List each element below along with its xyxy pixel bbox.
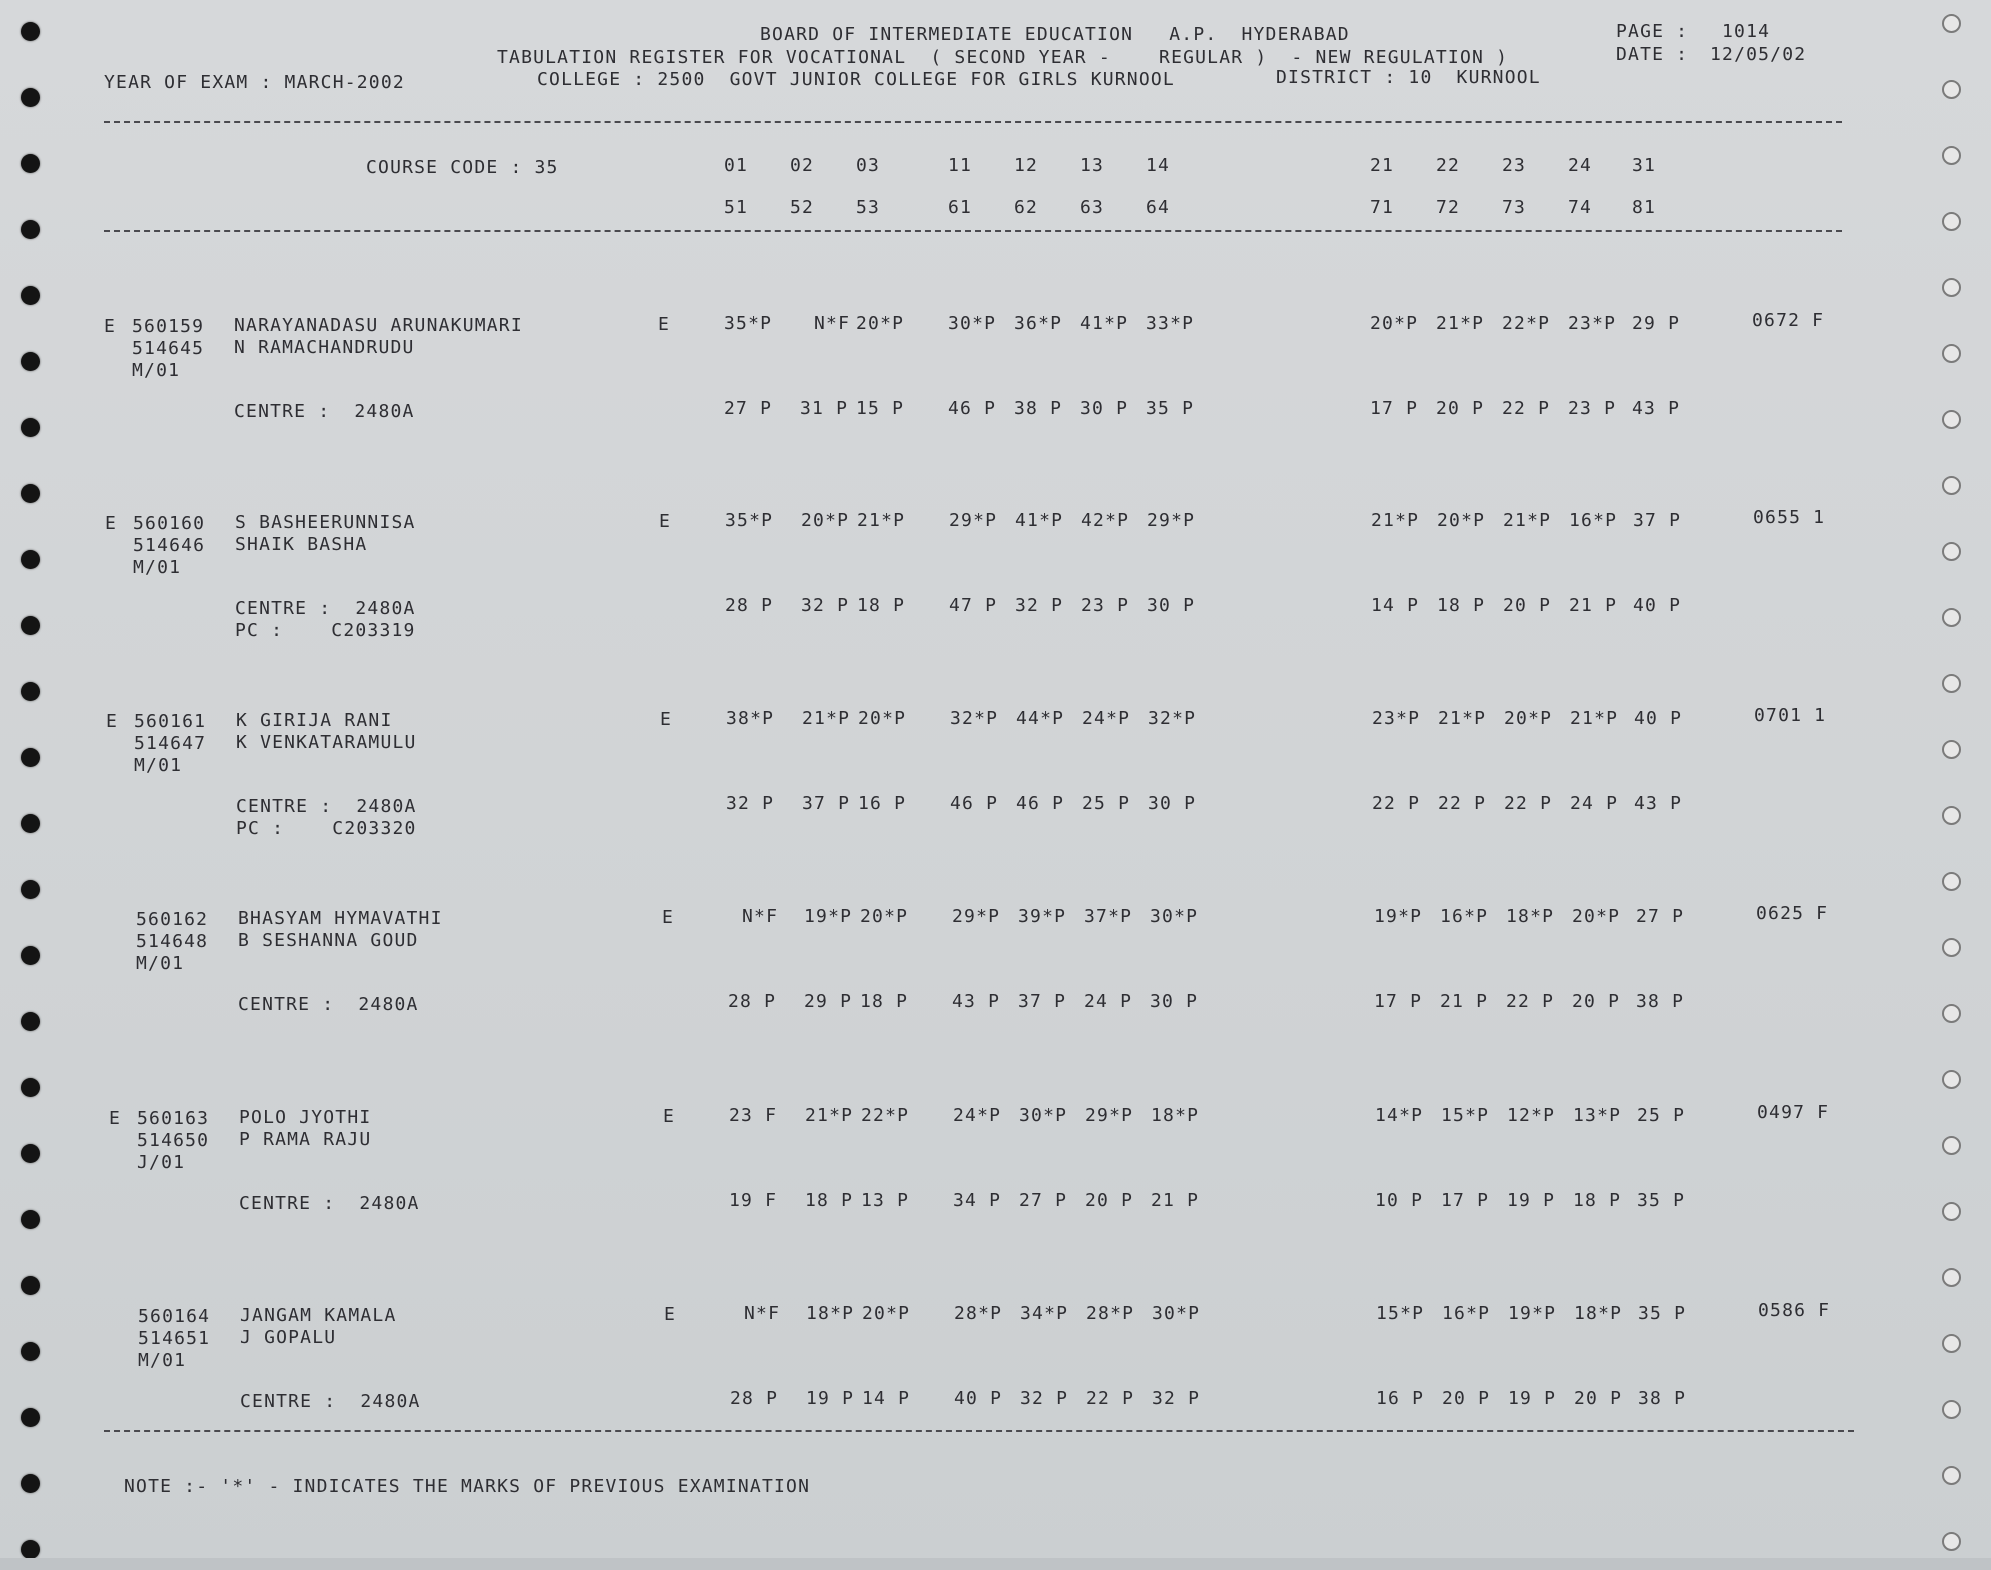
mark-previous: 19 P — [806, 1388, 855, 1409]
mark-previous: 19 P — [1507, 1190, 1556, 1211]
candidate-name: K GIRIJA RANI — [236, 710, 393, 731]
roll-number: 560159 — [132, 316, 205, 337]
mark-previous: 22 P — [1506, 991, 1555, 1012]
subject-code: 14 — [1146, 155, 1171, 176]
roll-number: 560161 — [134, 711, 207, 732]
parent-name: SHAIK BASHA — [235, 534, 368, 555]
roll-number: 560160 — [133, 513, 206, 534]
subject-code: 03 — [856, 155, 881, 176]
feed-hole — [1942, 344, 1961, 363]
feed-hole — [1942, 212, 1961, 231]
mark-previous: 20 P — [1503, 595, 1552, 616]
mark-previous: 13 P — [861, 1190, 910, 1211]
feed-hole — [1942, 608, 1961, 627]
mark-current: 19*P — [804, 906, 853, 927]
mark-previous: 30 P — [1148, 793, 1197, 814]
subject-code: 63 — [1080, 197, 1105, 218]
feed-hole — [21, 1144, 40, 1163]
mark-previous: 47 P — [949, 595, 998, 616]
registration-number: 514647 — [134, 733, 207, 754]
subject-code: 01 — [724, 155, 749, 176]
mark-current: 21*P — [1438, 708, 1487, 729]
year-of-exam: YEAR OF EXAM : MARCH-2002 — [104, 72, 405, 93]
mark-previous: 32 P — [1015, 595, 1064, 616]
feed-hole — [1942, 476, 1961, 495]
parent-name: P RAMA RAJU — [239, 1129, 372, 1150]
mark-current: 24*P — [953, 1105, 1002, 1126]
page-label: PAGE : — [1616, 21, 1689, 42]
feed-hole — [21, 1474, 40, 1493]
mark-previous: 16 P — [1376, 1388, 1425, 1409]
mark-current: 44*P — [1016, 708, 1065, 729]
mark-previous: 22 P — [1086, 1388, 1135, 1409]
mark-previous: 38 P — [1636, 991, 1685, 1012]
feed-hole — [21, 154, 40, 173]
feed-hole — [1942, 1532, 1961, 1551]
feed-hole — [21, 550, 40, 569]
mark-previous: 38 P — [1638, 1388, 1687, 1409]
mark-current: 29*P — [1085, 1105, 1134, 1126]
mark-previous: 43 P — [952, 991, 1001, 1012]
feed-hole — [21, 682, 40, 701]
registration-number: 514648 — [136, 931, 209, 952]
mark-previous: 31 P — [800, 398, 849, 419]
candidate-name: JANGAM KAMALA — [240, 1305, 397, 1326]
parent-name: N RAMACHANDRUDU — [234, 337, 415, 358]
group-code: M/01 — [138, 1350, 187, 1371]
subject-code: 23 — [1502, 155, 1527, 176]
subject-code: 62 — [1014, 197, 1039, 218]
centre-code: CENTRE : 2480A — [234, 401, 415, 422]
subject-code: 13 — [1080, 155, 1105, 176]
mark-current: 39*P — [1018, 906, 1067, 927]
mark-current: 19*P — [1508, 1303, 1557, 1324]
feed-hole — [1942, 1466, 1961, 1485]
mark-previous: 22 P — [1504, 793, 1553, 814]
subject-code: 21 — [1370, 155, 1395, 176]
feed-hole — [21, 286, 40, 305]
subject-code: 51 — [724, 197, 749, 218]
register-title: TABULATION REGISTER FOR VOCATIONAL ( SECOND YEAR - REGULAR ) - NEW REGULATION ) — [497, 47, 1509, 68]
mark-previous: 28 P — [730, 1388, 779, 1409]
feed-hole — [21, 484, 40, 503]
grand-total-result: 0586 F — [1758, 1300, 1831, 1321]
mark-current: 34*P — [1020, 1303, 1069, 1324]
medium: E — [663, 1106, 676, 1127]
mark-previous: 16 P — [858, 793, 907, 814]
mark-previous: 21 P — [1569, 595, 1618, 616]
feed-hole — [1942, 740, 1961, 759]
medium: E — [662, 907, 675, 928]
mark-current: 14*P — [1375, 1105, 1424, 1126]
feed-hole — [21, 1012, 40, 1031]
candidate-name: POLO JYOTHI — [239, 1107, 372, 1128]
mark-current: 21*P — [857, 510, 906, 531]
group-code: J/01 — [137, 1152, 186, 1173]
mark-current: 15*P — [1441, 1105, 1490, 1126]
mark-current: 20*P — [801, 510, 850, 531]
feed-hole — [21, 946, 40, 965]
feed-hole — [1942, 1268, 1961, 1287]
group-code: M/01 — [134, 755, 183, 776]
mark-previous: 37 P — [802, 793, 851, 814]
mark-current: 24*P — [1082, 708, 1131, 729]
mark-current: 18*P — [1506, 906, 1555, 927]
feed-hole — [21, 814, 40, 833]
district: DISTRICT : 10 KURNOOL — [1276, 67, 1541, 88]
mark-current: 20*P — [1504, 708, 1553, 729]
mark-current: 40 P — [1634, 708, 1683, 729]
feed-hole — [21, 220, 40, 239]
mark-previous: 43 P — [1632, 398, 1681, 419]
mark-previous: 20 P — [1574, 1388, 1623, 1409]
mark-previous: 32 P — [726, 793, 775, 814]
mark-current: 21*P — [1436, 313, 1485, 334]
feed-hole — [1942, 674, 1961, 693]
mark-current: 36*P — [1014, 313, 1063, 334]
mark-previous: 46 P — [950, 793, 999, 814]
feed-hole — [21, 1078, 40, 1097]
mark-previous: 30 P — [1147, 595, 1196, 616]
centre-code: CENTRE : 2480A — [239, 1193, 420, 1214]
feed-hole — [21, 88, 40, 107]
mark-previous: 29 P — [804, 991, 853, 1012]
mark-current: 35*P — [724, 313, 773, 334]
mark-previous: 32 P — [801, 595, 850, 616]
centre-code: CENTRE : 2480A — [240, 1391, 421, 1412]
candidate-name: S BASHEERUNNISA — [235, 512, 416, 533]
feed-hole — [21, 1342, 40, 1361]
mark-previous: 35 P — [1146, 398, 1195, 419]
mark-current: 32*P — [950, 708, 999, 729]
record-flag: E — [106, 711, 119, 732]
record-flag: E — [104, 316, 117, 337]
mark-previous: 14 P — [862, 1388, 911, 1409]
medium: E — [659, 511, 672, 532]
group-code: M/01 — [136, 953, 185, 974]
mark-previous: 46 P — [1016, 793, 1065, 814]
mark-current: 20*P — [1370, 313, 1419, 334]
mark-previous: 28 P — [728, 991, 777, 1012]
subject-code: 24 — [1568, 155, 1593, 176]
medium: E — [660, 709, 673, 730]
mark-current: 21*P — [1371, 510, 1420, 531]
mark-current: 30*P — [1152, 1303, 1201, 1324]
mark-current: N*F — [744, 1303, 781, 1324]
medium: E — [664, 1304, 677, 1325]
feed-hole — [21, 1276, 40, 1295]
mark-previous: 30 P — [1150, 991, 1199, 1012]
centre-code: CENTRE : 2480A — [238, 994, 419, 1015]
grand-total-result: 0701 1 — [1754, 705, 1827, 726]
parent-name: B SESHANNA GOUD — [238, 930, 419, 951]
feed-hole — [1942, 806, 1961, 825]
mark-previous: 28 P — [725, 595, 774, 616]
mark-previous: 20 P — [1572, 991, 1621, 1012]
mark-current: 28*P — [954, 1303, 1003, 1324]
subject-code: 64 — [1146, 197, 1171, 218]
subject-code: 52 — [790, 197, 815, 218]
subject-code: 31 — [1632, 155, 1657, 176]
feed-hole — [1942, 872, 1961, 891]
mark-previous: 17 P — [1370, 398, 1419, 419]
feed-hole — [1942, 1004, 1961, 1023]
mark-previous: 34 P — [953, 1190, 1002, 1211]
mark-previous: 46 P — [948, 398, 997, 419]
feed-hole — [21, 352, 40, 371]
mark-current: 18*P — [806, 1303, 855, 1324]
mark-current: 37*P — [1084, 906, 1133, 927]
mark-current: 35 P — [1638, 1303, 1687, 1324]
mark-previous: 15 P — [856, 398, 905, 419]
mark-previous: 21 P — [1151, 1190, 1200, 1211]
feed-hole — [1942, 1070, 1961, 1089]
footer-divider — [104, 1430, 1854, 1432]
subject-code: 22 — [1436, 155, 1461, 176]
mark-previous: 22 P — [1438, 793, 1487, 814]
centre-code: CENTRE : 2480A — [235, 598, 416, 619]
mark-previous: 27 P — [724, 398, 773, 419]
feed-hole — [21, 616, 40, 635]
roll-number: 560163 — [137, 1108, 210, 1129]
mark-current: 13*P — [1573, 1105, 1622, 1126]
page-number: 1014 — [1722, 21, 1771, 42]
feed-hole — [1942, 1202, 1961, 1221]
feed-hole — [21, 880, 40, 899]
mark-previous: 20 P — [1442, 1388, 1491, 1409]
mark-previous: 14 P — [1371, 595, 1420, 616]
centre-code: CENTRE : 2480A — [236, 796, 417, 817]
mark-current: N*F — [814, 313, 851, 334]
feed-hole — [1942, 1334, 1961, 1353]
mark-previous: 21 P — [1440, 991, 1489, 1012]
mark-current: 20*P — [860, 906, 909, 927]
subject-code: 11 — [948, 155, 973, 176]
mark-current: 20*P — [856, 313, 905, 334]
grand-total-result: 0625 F — [1756, 903, 1829, 924]
mark-current: 42*P — [1081, 510, 1130, 531]
mark-previous: 18 P — [805, 1190, 854, 1211]
feed-hole — [1942, 1400, 1961, 1419]
note: NOTE :- '*' - INDICATES THE MARKS OF PREVIOUS EXAMINATION — [124, 1476, 811, 1497]
column-header-divider — [104, 230, 1842, 232]
mark-current: 29*P — [952, 906, 1001, 927]
candidate-name: BHASYAM HYMAVATHI — [238, 908, 443, 929]
feed-hole — [1942, 938, 1961, 957]
mark-previous: 24 P — [1570, 793, 1619, 814]
mark-current: 20*P — [858, 708, 907, 729]
header-divider — [104, 121, 1842, 123]
subject-code: 74 — [1568, 197, 1593, 218]
page-edge — [0, 1558, 1991, 1570]
parent-name: J GOPALU — [240, 1327, 337, 1348]
group-code: M/01 — [132, 360, 181, 381]
parent-name: K VENKATARAMULU — [236, 732, 417, 753]
mark-current: 29*P — [949, 510, 998, 531]
mark-previous: 10 P — [1375, 1190, 1424, 1211]
mark-current: 22*P — [1502, 313, 1551, 334]
mark-current: 21*P — [1570, 708, 1619, 729]
mark-current: 15*P — [1376, 1303, 1425, 1324]
mark-current: 21*P — [1503, 510, 1552, 531]
mark-previous: 35 P — [1637, 1190, 1686, 1211]
mark-current: 20*P — [1437, 510, 1486, 531]
feed-hole — [1942, 410, 1961, 429]
mark-previous: 32 P — [1020, 1388, 1069, 1409]
mark-current: 20*P — [862, 1303, 911, 1324]
candidate-name: NARAYANADASU ARUNAKUMARI — [234, 315, 523, 336]
mark-current: 29*P — [1147, 510, 1196, 531]
mark-previous: 18 P — [1573, 1190, 1622, 1211]
subject-code: 81 — [1632, 197, 1657, 218]
feed-hole — [21, 748, 40, 767]
mark-previous: 27 P — [1019, 1190, 1068, 1211]
mark-previous: 22 P — [1502, 398, 1551, 419]
mark-current: 23*P — [1372, 708, 1421, 729]
mark-current: 30*P — [1019, 1105, 1068, 1126]
mark-previous: 40 P — [1633, 595, 1682, 616]
feed-hole — [1942, 146, 1961, 165]
mark-current: 41*P — [1080, 313, 1129, 334]
mark-previous: 24 P — [1084, 991, 1133, 1012]
mark-current: 29 P — [1632, 313, 1681, 334]
feed-hole — [1942, 1136, 1961, 1155]
pc-number: PC : C203319 — [235, 620, 416, 641]
mark-current: 19*P — [1374, 906, 1423, 927]
mark-previous: 38 P — [1014, 398, 1063, 419]
mark-current: 16*P — [1440, 906, 1489, 927]
mark-previous: 17 P — [1441, 1190, 1490, 1211]
mark-previous: 18 P — [857, 595, 906, 616]
subject-code: 53 — [856, 197, 881, 218]
feed-hole — [1942, 14, 1961, 33]
mark-current: 23*P — [1568, 313, 1617, 334]
mark-current: 37 P — [1633, 510, 1682, 531]
mark-current: 22*P — [861, 1105, 910, 1126]
medium: E — [658, 314, 671, 335]
mark-current: 30*P — [1150, 906, 1199, 927]
mark-current: 30*P — [948, 313, 997, 334]
feed-hole — [1942, 278, 1961, 297]
registration-number: 514645 — [132, 338, 205, 359]
mark-previous: 18 P — [1437, 595, 1486, 616]
mark-previous: 37 P — [1018, 991, 1067, 1012]
mark-current: 27 P — [1636, 906, 1685, 927]
mark-previous: 19 P — [1508, 1388, 1557, 1409]
mark-current: 21*P — [805, 1105, 854, 1126]
group-code: M/01 — [133, 557, 182, 578]
mark-current: 18*P — [1151, 1105, 1200, 1126]
mark-previous: 18 P — [860, 991, 909, 1012]
mark-previous: 20 P — [1085, 1190, 1134, 1211]
subject-code: 61 — [948, 197, 973, 218]
mark-previous: 23 P — [1568, 398, 1617, 419]
mark-current: 28*P — [1086, 1303, 1135, 1324]
mark-previous: 32 P — [1152, 1388, 1201, 1409]
grand-total-result: 0655 1 — [1753, 507, 1826, 528]
print-date: 12/05/02 — [1710, 44, 1807, 65]
feed-hole — [1942, 542, 1961, 561]
feed-hole — [21, 418, 40, 437]
subject-code: 73 — [1502, 197, 1527, 218]
feed-hole — [21, 22, 40, 41]
mark-current: 38*P — [726, 708, 775, 729]
roll-number: 560162 — [136, 909, 209, 930]
mark-current: 20*P — [1572, 906, 1621, 927]
mark-current: 25 P — [1637, 1105, 1686, 1126]
feed-hole — [21, 1408, 40, 1427]
record-flag: E — [105, 513, 118, 534]
date-label: DATE : — [1616, 44, 1689, 65]
mark-current: 32*P — [1148, 708, 1197, 729]
record-flag: E — [109, 1108, 122, 1129]
mark-current: 33*P — [1146, 313, 1195, 334]
registration-number: 514646 — [133, 535, 206, 556]
subject-code: 71 — [1370, 197, 1395, 218]
mark-current: 12*P — [1507, 1105, 1556, 1126]
mark-previous: 30 P — [1080, 398, 1129, 419]
subject-code: 12 — [1014, 155, 1039, 176]
subject-code: 02 — [790, 155, 815, 176]
mark-previous: 43 P — [1634, 793, 1683, 814]
registration-number: 514651 — [138, 1328, 211, 1349]
mark-current: N*F — [742, 906, 779, 927]
grand-total-result: 0672 F — [1752, 310, 1825, 331]
feed-hole — [21, 1210, 40, 1229]
mark-previous: 22 P — [1372, 793, 1421, 814]
grand-total-result: 0497 F — [1757, 1102, 1830, 1123]
course-code-label: COURSE CODE : 35 — [366, 157, 559, 178]
mark-previous: 19 F — [729, 1190, 778, 1211]
mark-current: 41*P — [1015, 510, 1064, 531]
mark-current: 21*P — [802, 708, 851, 729]
roll-number: 560164 — [138, 1306, 211, 1327]
mark-previous: 40 P — [954, 1388, 1003, 1409]
mark-current: 16*P — [1569, 510, 1618, 531]
tractor-feed-holes-left — [18, 0, 58, 1570]
college-name: COLLEGE : 2500 GOVT JUNIOR COLLEGE FOR GIRLS KURNOOL — [537, 69, 1175, 90]
mark-current: 18*P — [1574, 1303, 1623, 1324]
pc-number: PC : C203320 — [236, 818, 417, 839]
mark-previous: 23 P — [1081, 595, 1130, 616]
mark-current: 23 F — [729, 1105, 778, 1126]
feed-hole — [21, 1540, 40, 1559]
mark-previous: 17 P — [1374, 991, 1423, 1012]
feed-hole — [1942, 80, 1961, 99]
mark-current: 35*P — [725, 510, 774, 531]
subject-code: 72 — [1436, 197, 1461, 218]
tractor-feed-holes-right — [1942, 0, 1982, 1570]
mark-previous: 25 P — [1082, 793, 1131, 814]
board-title: BOARD OF INTERMEDIATE EDUCATION A.P. HYDERABAD — [760, 24, 1350, 45]
registration-number: 514650 — [137, 1130, 210, 1151]
mark-previous: 20 P — [1436, 398, 1485, 419]
mark-current: 16*P — [1442, 1303, 1491, 1324]
